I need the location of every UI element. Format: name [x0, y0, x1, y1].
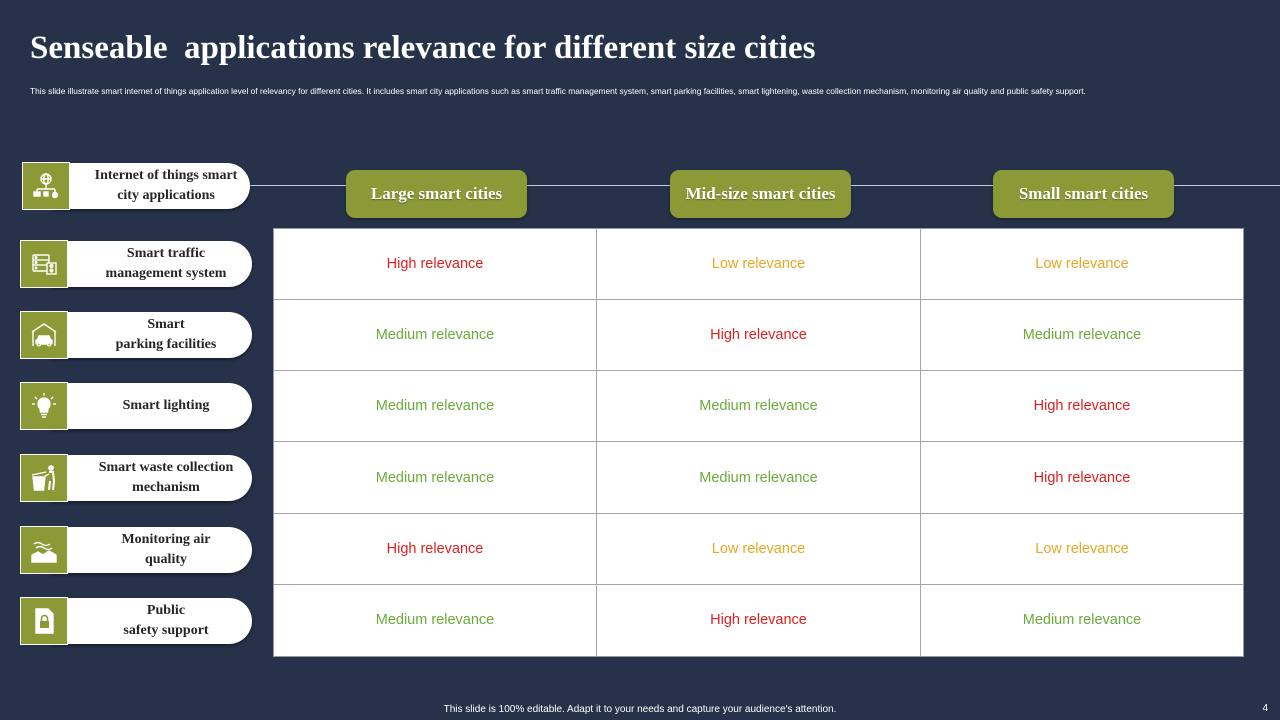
relevance-cell: Medium relevance — [597, 371, 921, 442]
relevance-cell: High relevance — [597, 300, 921, 371]
column-header-mid: Mid-size smart cities — [670, 170, 851, 218]
relevance-cell: Medium relevance — [274, 371, 597, 442]
row-label-text: Smart waste collection mechanism — [50, 455, 252, 501]
row-label-text: Smart traffic management system — [50, 241, 252, 287]
relevance-cell: Medium relevance — [274, 585, 597, 656]
relevance-cell: Low relevance — [921, 514, 1243, 585]
row-label-parking — [20, 311, 252, 359]
slide-footer: This slide is 100% editable. Adapt it to your needs and capture your audience's attention. — [443, 704, 837, 715]
relevance-cell: Medium relevance — [1022, 612, 1142, 629]
car-garage-icon — [20, 311, 68, 359]
relevance-cell: Low relevance — [597, 229, 921, 300]
relevance-cell: High relevance — [921, 371, 1243, 442]
row-label-air — [20, 526, 252, 574]
row-label-safety — [20, 597, 252, 645]
row-label-text: Monitoring air quality — [50, 527, 252, 573]
page-number: 4 — [1262, 703, 1268, 714]
network-globe-icon — [22, 162, 70, 210]
traffic-server-icon — [20, 240, 68, 288]
row-label-text: Smart lighting — [50, 383, 252, 429]
slide-title: Senseable applications relevance for different size cities — [30, 30, 816, 66]
relevance-cell: Medium relevance — [274, 300, 597, 371]
slide-subtitle: This slide illustrate smart internet of things application level of relevancy for different cities. It includes smart city applications such as smart traffic management system, smart parking facilities, smart lightening, waste collection mechanism, monitoring air quality and public safety support. — [30, 86, 1086, 96]
row-label-text: Smart parking facilities — [50, 312, 252, 358]
row-label-lighting — [20, 382, 252, 430]
lock-document-icon — [20, 597, 68, 645]
row-label-waste — [20, 454, 252, 502]
header-label-iot — [22, 162, 250, 210]
relevance-cell: High relevance — [921, 442, 1243, 513]
relevance-cell: High relevance — [597, 585, 921, 656]
relevance-cell: High relevance — [274, 514, 597, 585]
light-bulb-icon — [20, 382, 68, 430]
relevance-cell: Medium relevance — [597, 442, 921, 513]
relevance-cell: Low relevance — [921, 229, 1243, 300]
relevance-cell: Low relevance — [597, 514, 921, 585]
waste-bin-person-icon — [20, 454, 68, 502]
row-label-traffic — [20, 240, 252, 288]
row-label-text: Public safety support — [50, 598, 252, 644]
header-label-text: Internet of things smart city applications — [52, 163, 250, 209]
relevance-table — [273, 228, 1244, 657]
relevance-cell: Medium relevance — [921, 300, 1243, 371]
relevance-cell: Medium relevance — [274, 442, 597, 513]
column-header-large: Large smart cities — [346, 170, 527, 218]
relevance-cell: High relevance — [274, 229, 597, 300]
column-header-small: Small smart cities — [993, 170, 1174, 218]
air-quality-icon — [20, 526, 68, 574]
